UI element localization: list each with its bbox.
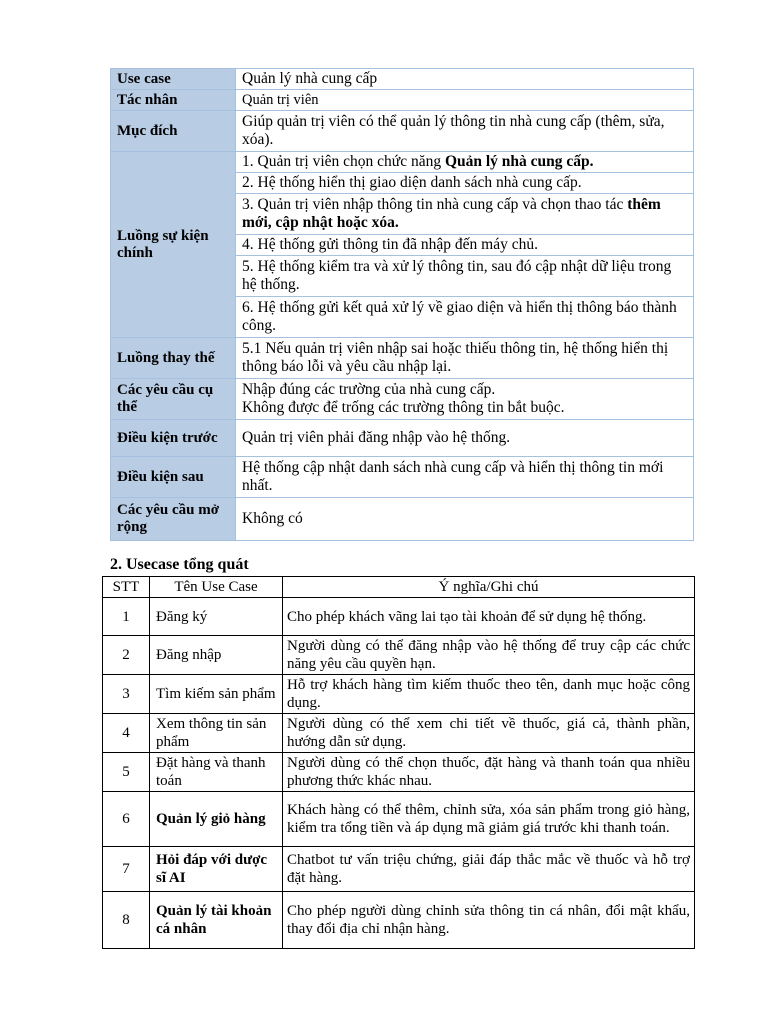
column-header: Tên Use Case (150, 577, 283, 598)
stt-cell: 7 (103, 847, 150, 892)
row-key: Điều kiện trước (111, 420, 236, 457)
table-row (103, 675, 695, 714)
table-row (103, 714, 695, 753)
usecase-row (111, 69, 694, 90)
row-key: Luồng thay thế (111, 338, 236, 379)
stt-cell: 4 (103, 714, 150, 753)
row-key: Điều kiện sau (111, 457, 236, 498)
row-value: Giúp quản trị viên có thể quản lý thông tin nhà cung cấp (thêm, sửa, xóa). (236, 111, 694, 152)
description-cell: Người dùng có thể đăng nhập vào hệ thống để truy cập các chức năng yêu cầu quyền hạn. (283, 636, 695, 675)
flow-step-text: 5. Hệ thống kiểm tra và xử lý thông tin, sau đó cập nhật dữ liệu trong hệ thống. (242, 258, 672, 293)
row-key: Tác nhân (111, 90, 236, 111)
column-header: STT (103, 577, 150, 598)
flow-step-text: 4. Hệ thống gửi thông tin đã nhập đến máy chủ. (242, 236, 538, 253)
flow-step (236, 297, 694, 338)
usecase-name-cell: Đăng nhập (150, 636, 283, 675)
description-cell: Hỗ trợ khách hàng tìm kiếm thuốc theo tên, danh mục hoặc công dụng. (283, 675, 695, 714)
flow-step-text: 6. Hệ thống gửi kết quả xử lý về giao diện và hiển thị thông báo thành công. (242, 299, 677, 334)
table-row (103, 753, 695, 792)
extension-row (111, 498, 694, 541)
stt-cell: 1 (103, 598, 150, 636)
flow-step (236, 256, 694, 297)
flow-step-text: 1. Quản trị viên chọn chức năng (242, 153, 445, 170)
flow-step (236, 235, 694, 256)
usecase-name-cell: Quản lý giỏ hàng (150, 792, 283, 847)
main-flow-row (111, 152, 694, 173)
flow-step-bold: thêm mới, cập nhật hoặc xóa. (242, 196, 661, 231)
description-cell: Khách hàng có thể thêm, chỉnh sửa, xóa sản phẩm trong giỏ hàng, kiểm tra tổng tiền và áp dụng mã giảm giá trước khi thanh toán. (283, 792, 695, 847)
row-key: Use case (111, 69, 236, 90)
flow-step (236, 194, 694, 235)
row-value: Không có (236, 498, 694, 541)
row-value: Hệ thống cập nhật danh sách nhà cung cấp và hiển thị thông tin mới nhất. (236, 457, 694, 498)
table-row (103, 892, 695, 949)
table-row (103, 598, 695, 636)
usecase-name-cell: Đăng ký (150, 598, 283, 636)
row-value (236, 379, 694, 420)
alt-flow-row (111, 338, 694, 379)
precondition-row (111, 420, 694, 457)
requirement-line: Không được để trống các trường thông tin bắt buộc. (242, 399, 565, 416)
table-row (103, 847, 695, 892)
stt-cell: 5 (103, 753, 150, 792)
usecase-name-cell: Tìm kiếm sản phẩm (150, 675, 283, 714)
stt-cell: 6 (103, 792, 150, 847)
flow-step-bold: Quản lý nhà cung cấp. (444, 153, 594, 170)
row-key: Các yêu cầu mở rộng (111, 498, 236, 541)
general-usecase-table (102, 576, 695, 949)
usecase-name-cell: Đặt hàng và thanh toán (150, 753, 283, 792)
usecase-name-cell: Quản lý tài khoản cá nhân (150, 892, 283, 949)
table-header-row (103, 577, 695, 598)
row-value: Quản lý nhà cung cấp (236, 69, 694, 90)
usecase-name-cell: Hỏi đáp với dược sĩ AI (150, 847, 283, 892)
description-cell: Người dùng có thể xem chi tiết về thuốc, giá cả, thành phần, hướng dẫn sử dụng. (283, 714, 695, 753)
description-cell: Cho phép khách vãng lai tạo tài khoản để sử dụng hệ thống. (283, 598, 695, 636)
row-key: Các yêu cầu cụ thể (111, 379, 236, 420)
requirement-line: Nhập đúng các trường của nhà cung cấp. (242, 381, 496, 398)
section-heading: 2. Usecase tổng quát (110, 556, 249, 573)
flow-step (236, 152, 694, 173)
row-value: Quản trị viên phải đăng nhập vào hệ thống. (236, 420, 694, 457)
table-row (103, 792, 695, 847)
row-value: 5.1 Nếu quản trị viên nhập sai hoặc thiếu thông tin, hệ thống hiển thị thông báo lỗi và yêu cầu nhập lại. (236, 338, 694, 379)
row-key: Mục đích (111, 111, 236, 152)
description-cell: Chatbot tư vấn triệu chứng, giải đáp thắc mắc về thuốc và hỗ trợ đặt hàng. (283, 847, 695, 892)
postcondition-row (111, 457, 694, 498)
stt-cell: 2 (103, 636, 150, 675)
row-key: Luồng sự kiện chính (111, 152, 236, 338)
flow-step-text: 3. Quản trị viên nhập thông tin nhà cung cấp và chọn thao tác (242, 196, 628, 213)
usecase-name-cell: Xem thông tin sản phẩm (150, 714, 283, 753)
description-cell: Người dùng có thể chọn thuốc, đặt hàng và thanh toán qua nhiều phương thức khác nhau. (283, 753, 695, 792)
stt-cell: 8 (103, 892, 150, 949)
flow-step-text: 2. Hệ thống hiển thị giao diện danh sách nhà cung cấp. (242, 174, 582, 191)
description-cell: Cho phép người dùng chỉnh sửa thông tin cá nhân, đổi mật khẩu, thay đổi địa chỉ nhận hàng. (283, 892, 695, 949)
flow-step (236, 173, 694, 194)
stt-cell: 3 (103, 675, 150, 714)
usecase-spec-table (110, 68, 694, 541)
requirements-row (111, 379, 694, 420)
column-header: Ý nghĩa/Ghi chú (283, 577, 695, 598)
actor-row (111, 90, 694, 111)
row-value: Quản trị viên (236, 90, 694, 111)
table-row (103, 636, 695, 675)
purpose-row (111, 111, 694, 152)
